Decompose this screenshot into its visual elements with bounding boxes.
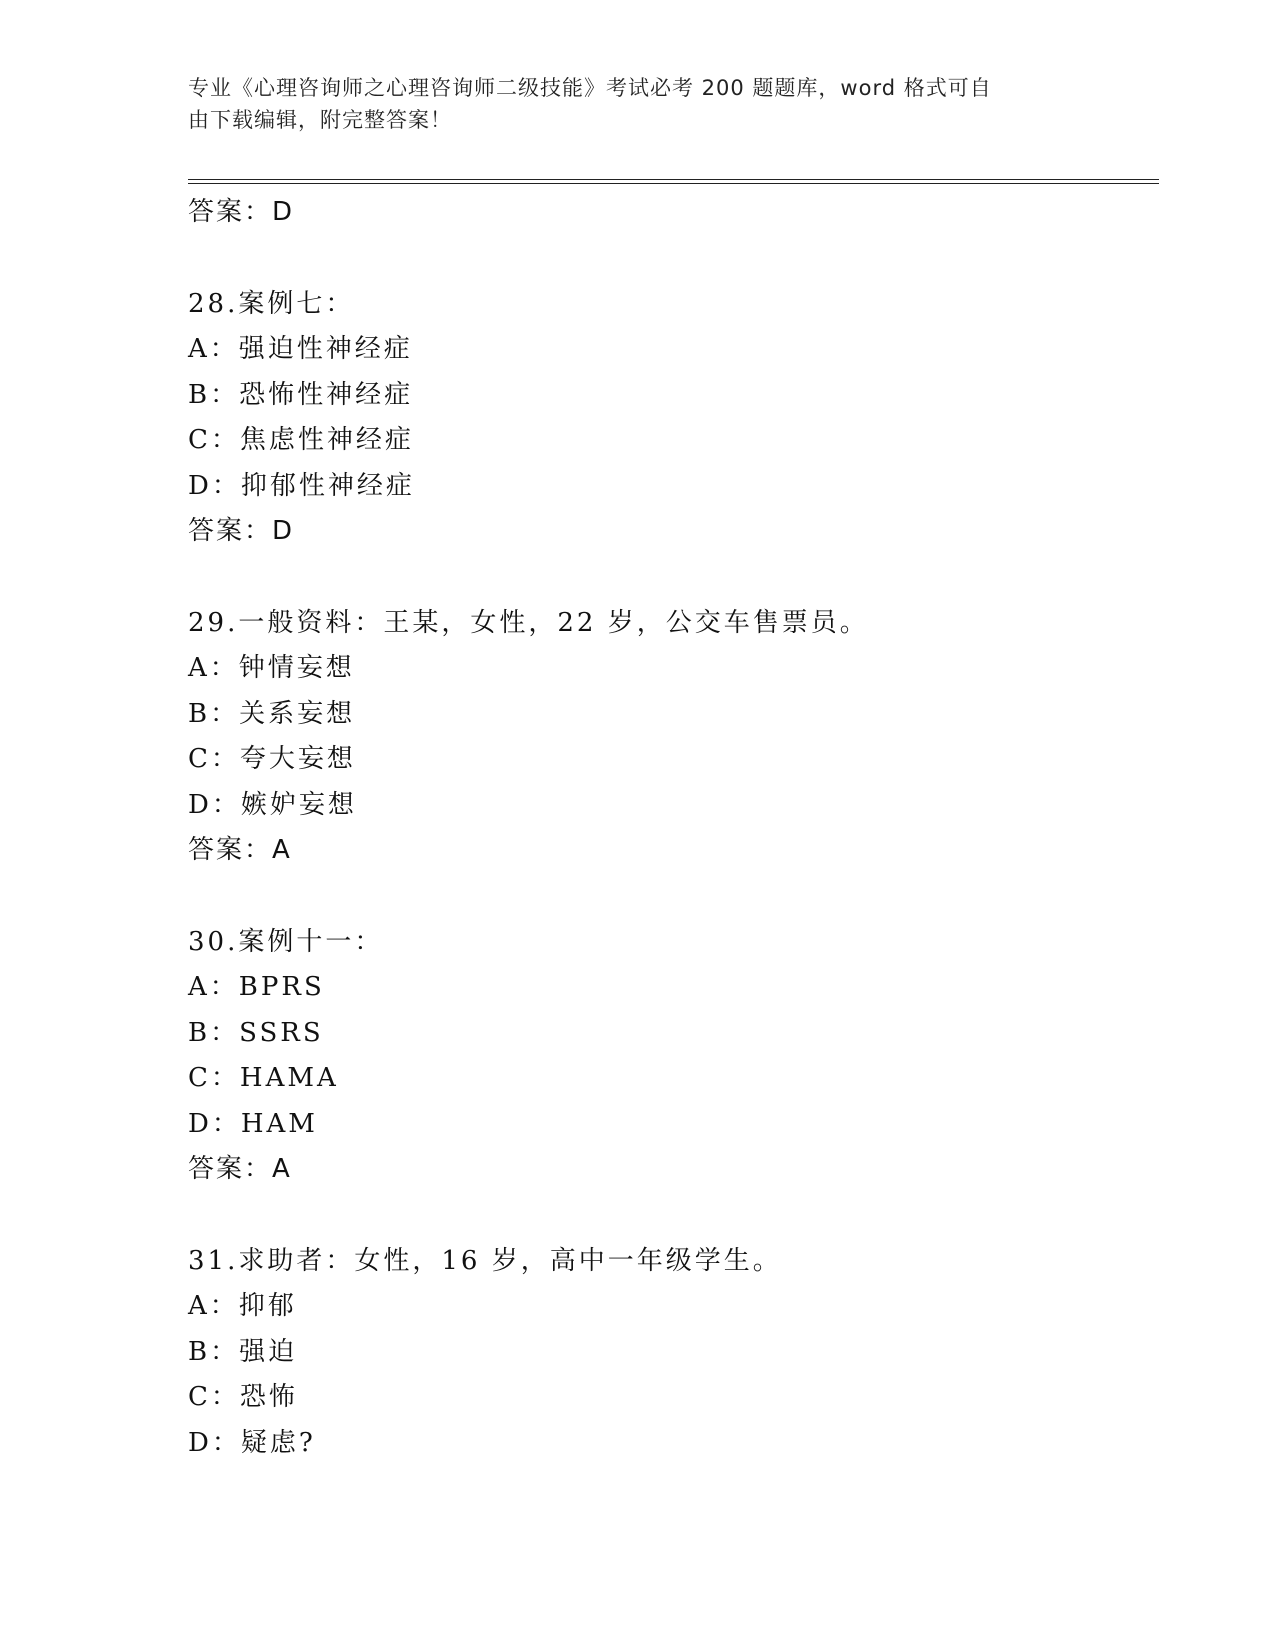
- header-rule-top: [188, 179, 1159, 180]
- document-header: [188, 72, 1078, 136]
- question-29: [188, 601, 1148, 874]
- option-c: C：HAMA: [188, 1063, 339, 1093]
- answer-line: 答案：D: [188, 516, 295, 546]
- option-b: B：强迫: [188, 1336, 298, 1367]
- question-stem: 30.案例十一：: [188, 926, 384, 957]
- question-28: [188, 282, 1148, 555]
- question-stem: 31.求助者：女性，16 岁，高中一年级学生。: [188, 1245, 782, 1276]
- option-d: D：嫉妒妄想: [188, 789, 357, 820]
- header-rule-bottom: [188, 183, 1159, 184]
- option-a: A：BPRS: [188, 972, 325, 1002]
- question-30: [188, 920, 1148, 1193]
- option-c: C：夸大妄想: [188, 744, 356, 774]
- answer-line: 答案：A: [188, 1154, 292, 1184]
- option-b: B：恐怖性神经症: [188, 379, 414, 410]
- answer-line: 答案：D: [188, 197, 295, 227]
- question-31: [188, 1239, 1148, 1467]
- question-list: [188, 190, 1148, 1466]
- answer-line: 答案：A: [188, 835, 292, 865]
- header-line-1: 专业《心理咨询师之心理咨询师二级技能》考试必考 200 题题库，word 格式可自: [188, 76, 992, 100]
- option-a: A：抑郁: [188, 1291, 297, 1321]
- option-d: D：疑虑?: [188, 1427, 316, 1458]
- option-d: D：抑郁性神经症: [188, 470, 415, 501]
- option-a: A：钟情妄想: [188, 653, 355, 683]
- option-b: B：SSRS: [188, 1017, 324, 1048]
- question-stem: 28.案例七：: [188, 288, 355, 319]
- option-b: B：关系妄想: [188, 698, 356, 729]
- question-stem: 29.一般资料：王某，女性，22 岁，公交车售票员。: [188, 607, 869, 638]
- option-c: C：恐怖: [188, 1382, 298, 1412]
- header-line-2: 由下载编辑，附完整答案！: [188, 108, 452, 132]
- option-a: A：强迫性神经症: [188, 334, 413, 364]
- option-d: D：HAM: [188, 1108, 318, 1139]
- option-c: C：焦虑性神经症: [188, 425, 414, 455]
